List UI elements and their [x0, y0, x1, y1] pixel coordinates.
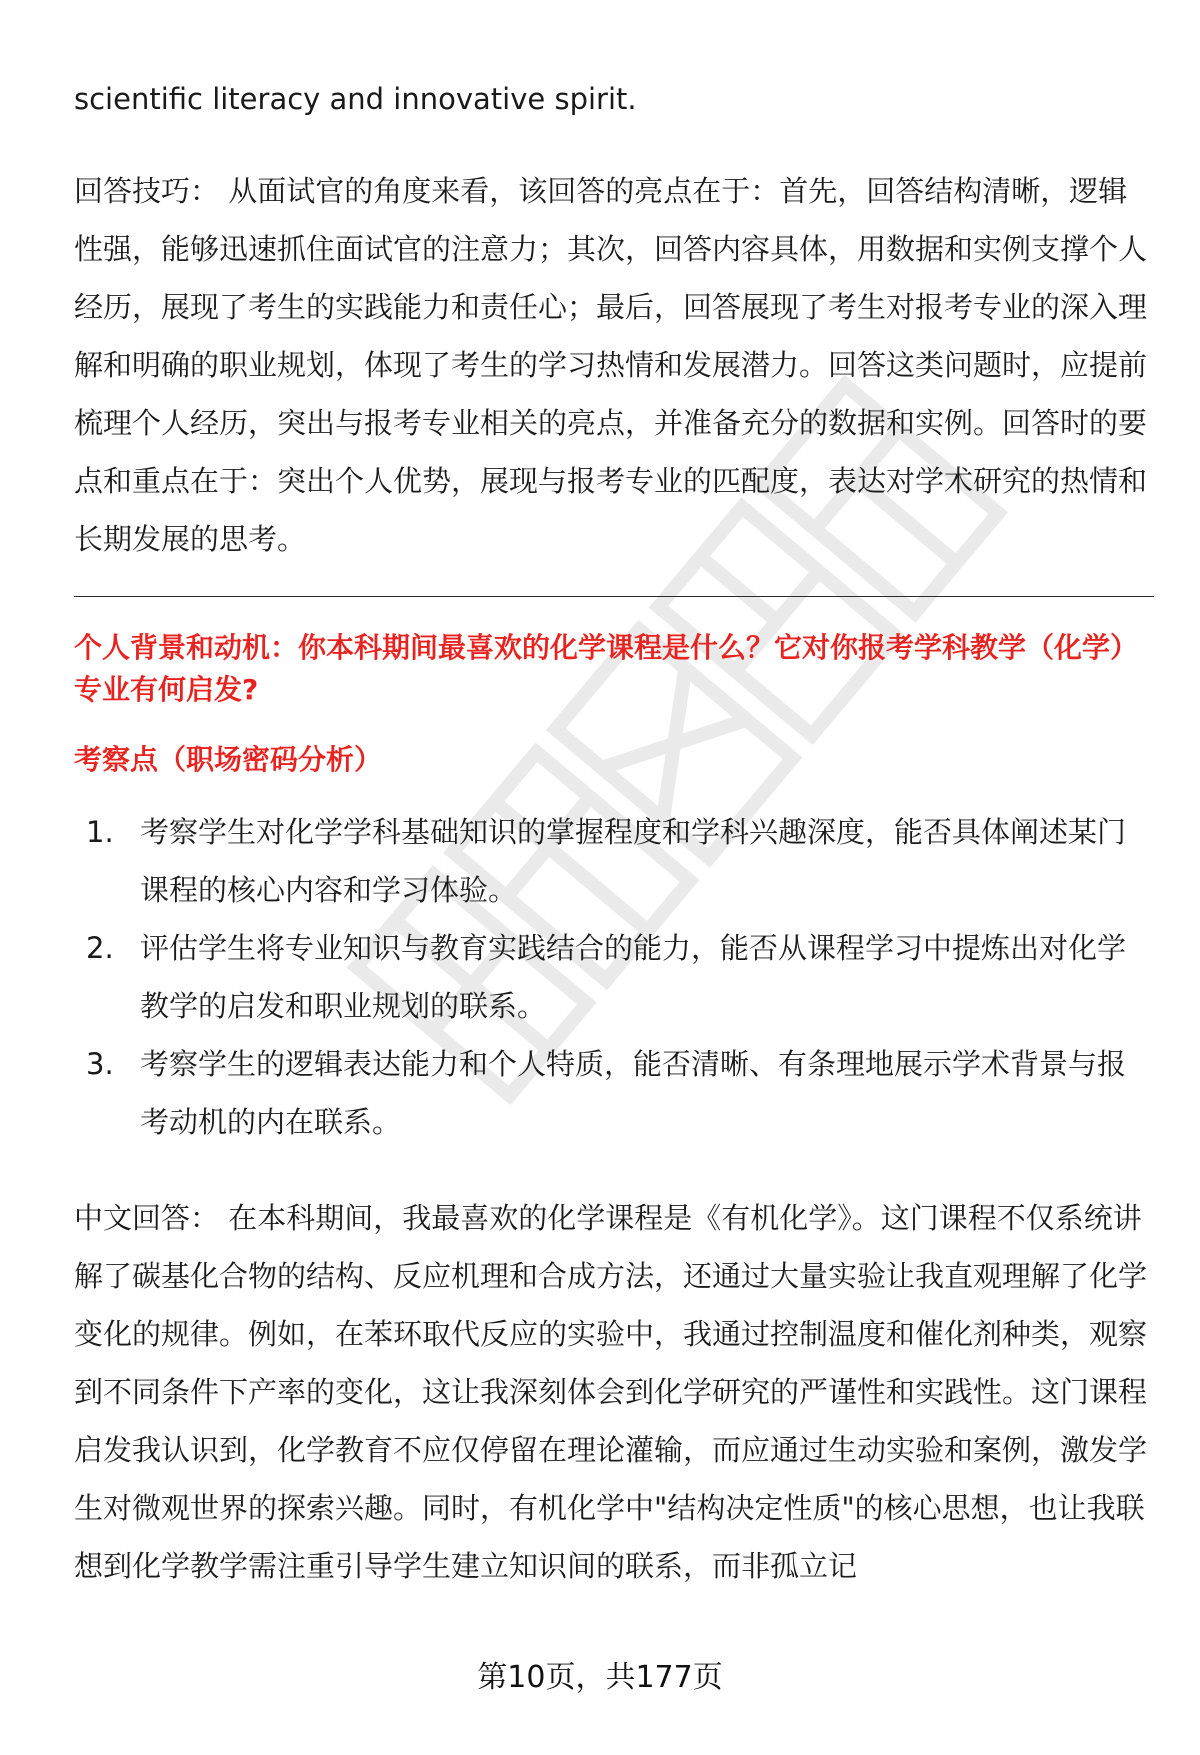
list-number: 3. — [86, 1047, 114, 1081]
list-item — [74, 1035, 1154, 1151]
answer-tips-paragraph: 回答技巧： 从面试官的角度来看，该回答的亮点在于：首先，回答结构清晰，逻辑性强，能够迅速抓住面试官的注意力；其次，回答内容具体，用数据和实例支撑个人经历，展现了考生的实践能力和责任心；最后，回答展现了考生对报考专业的深入理解和明确的职业规划，体现了考生的学习热情和发展潜力。回答这类问题时，应提前梳理个人经历，突出与报考专业相关的亮点，并准备充分的数据和实例。回答时的要点和重点在于：突出个人优势，展现与报考专业的匹配度，表达对学术研究的热情和长期发展的思考。 — [74, 174, 1148, 556]
chinese-answer-paragraph: 中文回答： 在本科期间，我最喜欢的化学课程是《有机化学》。这门课程不仅系统讲解了碳基化合物的结构、反应机理和合成方法，还通过大量实验让我直观理解了化学变化的规律。例如，在苯环取代反应的实验中，我通过控制温度和催化剂种类，观察到不同条件下产率的变化，这让我深刻体会到化学研究的严谨性和实践性。这门课程启发我认识到，化学教育不应仅停留在理论灌输，而应通过生动实验和案例，激发学生对微观世界的探索兴趣。同时，有机化学中"结构决定性质"的核心思想，也让我联想到化学教学需注重引导学生建立知识间的联系，而非孤立记 — [74, 1201, 1148, 1583]
list-number: 2. — [86, 931, 114, 965]
list-item — [74, 919, 1154, 1035]
section-divider — [74, 596, 1154, 597]
question-heading: 个人背景和动机：你本科期间最喜欢的化学课程是什么？它对你报考学科教学（化学）专业有何启发? — [74, 631, 1139, 706]
kaochadian-heading: 考察点（职场密码分析） — [74, 743, 383, 776]
list-item — [74, 803, 1154, 919]
list-text: 考察学生的逻辑表达能力和个人特质，能否清晰、有条理地展示学术背景与报考动机的内在联系。 — [140, 1047, 1127, 1139]
page-content — [74, 70, 1154, 1595]
page-number-footer: 第10页，共177页 — [477, 1660, 723, 1695]
list-number: 1. — [86, 815, 114, 849]
intro-tail-text: scientific literacy and innovative spirit. — [74, 82, 637, 116]
list-text: 评估学生将专业知识与教育实践结合的能力，能否从课程学习中提炼出对化学教学的启发和职业规划的联系。 — [140, 931, 1127, 1023]
list-text: 考察学生对化学学科基础知识的掌握程度和学科兴趣深度，能否具体阐述某门课程的核心内容和学习体验。 — [140, 815, 1127, 907]
kaochadian-list — [74, 803, 1154, 1151]
